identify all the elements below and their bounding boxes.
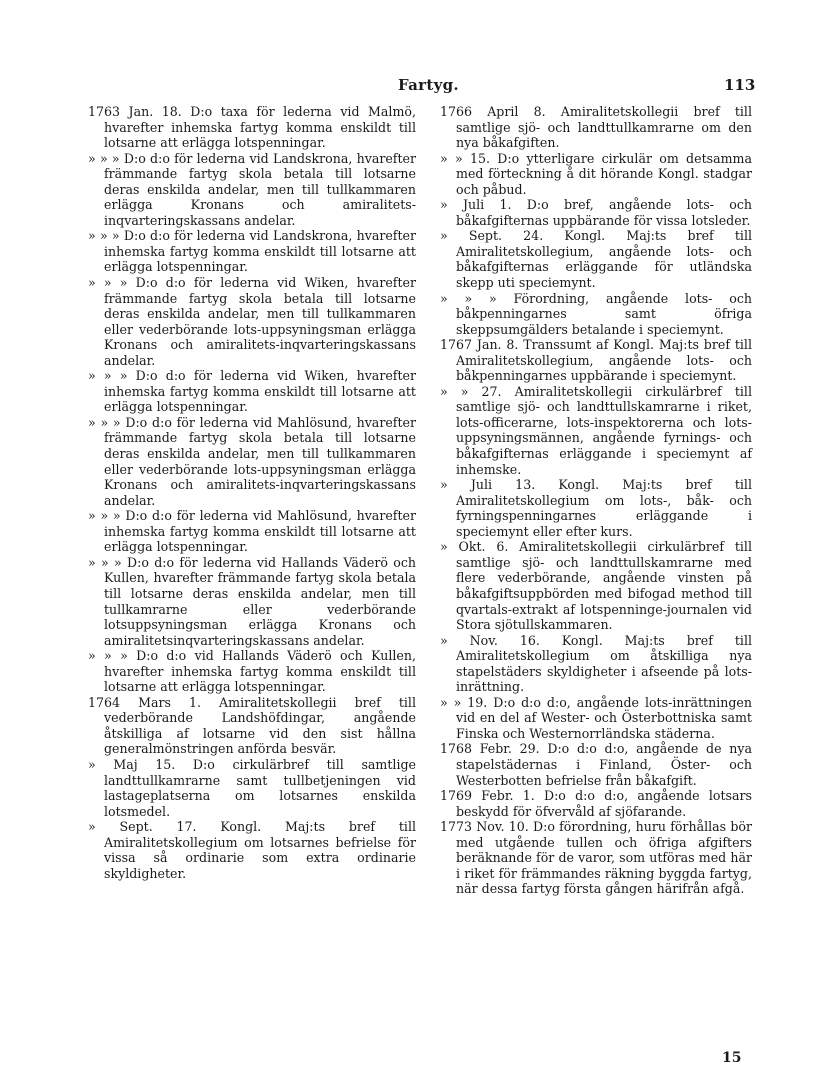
signature-mark: 15 [722, 1050, 742, 1066]
entry-item: » » » Förordning, angående lots- och båkpenningarnes samt öfriga skeppsumgälders betalande i speciemynt. [440, 290, 752, 337]
entry-item: 1763 Jan. 18. D:o taxa för lederna vid Malmö, hvarefter inhemska fartyg komma enskildt till lotsarne att erlägga lotspenningar. [88, 104, 416, 151]
right-column [440, 104, 752, 897]
entry-item: 1764 Mars 1. Amiralitetskollegii bref till vederbörande Landshöfdingar, angående åtskilliga af lotsarne vid den sist hållna generalmönstringen anförda besvär. [88, 694, 416, 757]
entry-item: » » » D:o d:o för lederna vid Hallands Väderö och Kullen, hvarefter främmande fartyg skola betala till lotsarne deras enskilda andelar, men till tullkamrarne eller vederbörande lotsuppsyningsman erlägga Kronans och amiralitetsinqvarteringskassans andelar. [88, 554, 416, 648]
left-column [88, 104, 416, 881]
entry-item: » » » D:o d:o för lederna vid Wiken, hvarefter inhemska fartyg komma enskildt till lotsarne att erlägga lotspenningar. [88, 368, 416, 415]
entry-item: » Maj 15. D:o cirkulärbref till samtlige landttullkamrarne samt tullbetjeningen vid lastageplatserna om lotsarnes enskilda lotsmedel. [88, 756, 416, 819]
entry-item: » » » D:o d:o för lederna vid Landskrona, hvarefter inhemska fartyg komma enskildt till lotsarne att erlägga lotspenningar. [88, 228, 416, 275]
entry-item: » » 19. D:o d:o d:o, angående lots-inrättningen vid en del af Wester- och Österbottniska samt Finska och Westernorrländska städerna. [440, 694, 752, 741]
entry-item: » Juli 13. Kongl. Maj:ts bref till Amiralitetskollegium om lots-, båk- och fyrningspenningarnes erläggande i speciemynt eller efter kurs. [440, 477, 752, 539]
entry-item: » Sept. 17. Kongl. Maj:ts bref till Amiralitetskollegium om lotsarnes befrielse för vissa så ordinarie som extra ordinarie skyldigheter. [88, 819, 416, 881]
entry-item: » » 15. D:o ytterligare cirkulär om detsamma med förteckning å dit hörande Kongl. stadgar och påbud. [440, 150, 752, 197]
entry-item: » Nov. 16. Kongl. Maj:ts bref till Amiralitetskollegium om åtskilliga nya stapelstäders skyldigheter i afseende på lots-inrättning. [440, 632, 752, 695]
entry-item: 1766 April 8. Amiralitetskollegii bref till samtlige sjö- och landttullkamrarne om den nya båkafgiften. [440, 104, 752, 151]
entry-item: » » » D:o d:o för lederna vid Wiken, hvarefter främmande fartyg skola betala till lotsarne deras enskilda andelar, men till tullkammaren eller vederbörande lots-uppsyningsman erlägga Kronans och amiralitets-inqvarteringskassans andelar. [88, 275, 416, 368]
entry-item: » » » D:o d:o vid Hallands Väderö och Kullen, hvarefter inhemska fartyg komma enskildt till lotsarne att erlägga lotspenningar. [88, 648, 416, 695]
entry-item: » Sept. 24. Kongl. Maj:ts bref till Amiralitetskollegium, angående lots- och båkafgifternas erläggande för utländska skepp uti speciemynt. [440, 228, 752, 291]
page-number: 113 [724, 76, 756, 94]
entry-item: » » » D:o d:o för lederna vid Mahlösund, hvarefter främmande fartyg skola betala till lotsarne deras enskilda andelar, men till tullkammaren eller vederbörande lots-uppsyningsman erlägga Kronans och amiralitets-inqvarteringskassans andelar. [88, 414, 416, 508]
entry-item: » Okt. 6. Amiralitetskollegii cirkulärbref till samtlige sjö- och landttullskamrarne med flere vederbörande, angående vinsten på båkafgiftsuppbörden med bifogad method till qvartals-extrakt af lotspenninge-journalen vid Stora sjötullskammaren. [440, 539, 752, 633]
entry-item: » Juli 1. D:o bref, angående lots- och båkafgifternas uppbärande för vissa lotsleder. [440, 197, 752, 228]
running-title: Fartyg. [398, 76, 459, 94]
entry-item: 1769 Febr. 1. D:o d:o d:o, angående lotsars beskydd för öfvervåld af sjöfarande. [440, 788, 752, 819]
entry-item: 1767 Jan. 8. Transsumt af Kongl. Maj:ts bref till Amiralitetskollegium, angående lots- och båkpenningarnes uppbärande i speciemynt. [440, 337, 752, 384]
entry-item: 1773 Nov. 10. D:o förordning, huru förhållas bör med utgående tullen och öfriga afgifters beräknande för de varor, som utföras med här i riket för främmandes räkning byggda fartyg, när dessa fartyg första gången härifrån afgå. [440, 819, 752, 897]
entry-item: » » » D:o d:o för lederna vid Landskrona, hvarefter främmande fartyg skola betala till lotsarne deras enskilda andelar, men till tullkammaren erlägga Kronans och amiralitets-inqvarteringskassans andelar. [88, 150, 416, 228]
entry-item: » » » D:o d:o för lederna vid Mahlösund, hvarefter inhemska fartyg komma enskildt till lotsarne att erlägga lotspenningar. [88, 508, 416, 555]
entry-item: » » 27. Amiralitetskollegii cirkulärbref till samtlige sjö- och landttullskamrarne i riket, lots-officerarne, lots-inspektorerna och lots-uppsyningsmännen, angående fyrnings- och båkafgifternas erläggande i speciemynt af inhemske. [440, 383, 752, 477]
entry-item: 1768 Febr. 29. D:o d:o d:o, angående de nya stapelstädernas i Finland, Öster- och Westerbotten befrielse från båkafgift. [440, 741, 752, 788]
page-header [0, 76, 840, 98]
